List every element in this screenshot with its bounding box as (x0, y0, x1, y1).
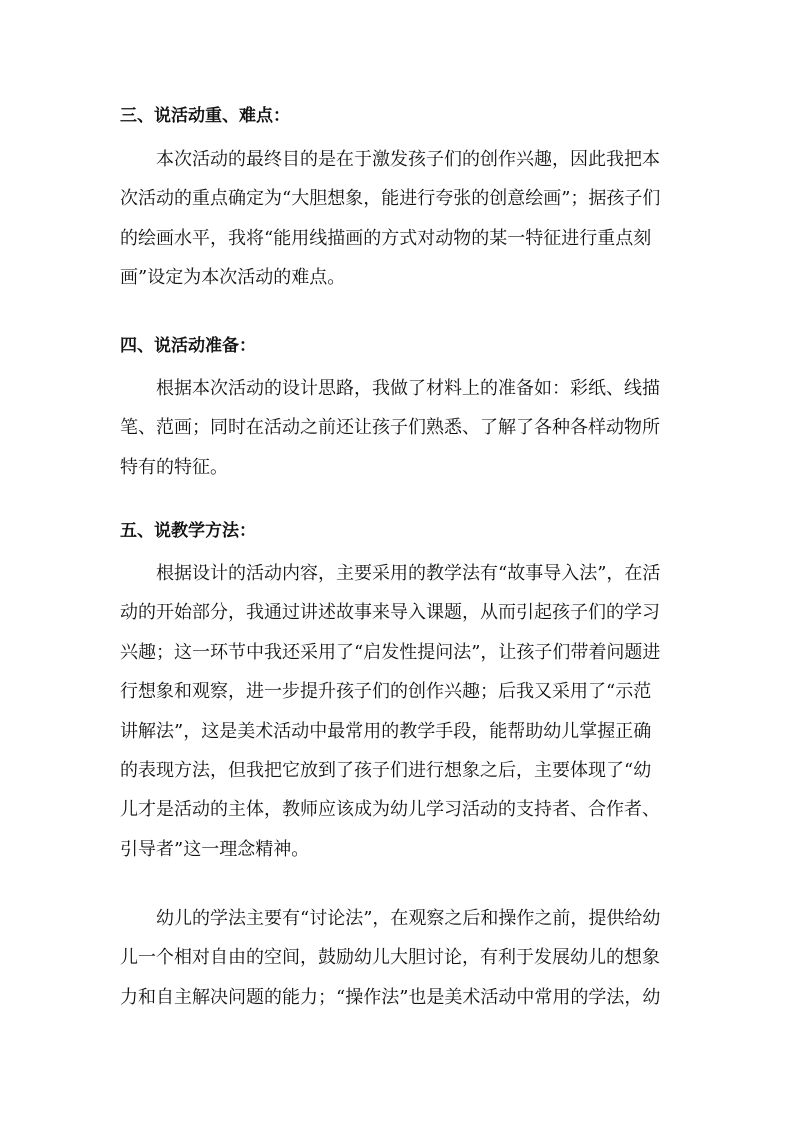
paragraph-line: 力和自主解决问题的能力；“操作法”也是美术活动中常用的学法，幼 (120, 986, 661, 1008)
paragraph-line: 特有的特征。 (120, 456, 228, 478)
paragraph-line: 兴趣；这一环节中我还采用了“启发性提问法”，让孩子们带着问题进 (120, 641, 661, 663)
paragraph-line: 画”设定为本次活动的难点。 (120, 267, 346, 289)
paragraph-line: 的绘画水平，我将“能用线描画的方式对动物的某一特征进行重点刻 (120, 227, 652, 249)
section-heading-3: 三、说活动重、难点： (120, 106, 290, 126)
paragraph-line: 引导者”这一理念精神。 (120, 838, 310, 860)
paragraph-line: 儿一个相对自由的空间，鼓励幼儿大胆讨论，有利于发展幼儿的想象 (120, 947, 660, 969)
paragraph-line: 行想象和观察，进一步提升孩子们的创作兴趣；后我又采用了“示范 (120, 681, 652, 703)
paragraph-line: 根据设计的活动内容，主要采用的教学法有“故事导入法”，在活 (156, 563, 661, 584)
paragraph-line: 动的开始部分，我通过讲述故事来导入课题，从而引起孩子们的学习 (120, 602, 660, 624)
section-heading-5: 五、说教学方法： (120, 521, 256, 541)
section-4-paragraph (120, 369, 680, 487)
paragraph-line: 本次活动的最终目的是在于激发孩子们的创作兴趣，因此我把本 (156, 149, 660, 170)
paragraph-line: 根据本次活动的设计思路，我做了材料上的准备如：彩纸、线描 (156, 378, 660, 399)
paragraph-line: 幼儿的学法主要有“讨论法”，在观察之后和操作之前，提供给幼 (156, 908, 661, 929)
paragraph-line: 儿才是活动的主体，教师应该成为幼儿学习活动的支持者、合作者、 (120, 799, 660, 821)
paragraph-line: 讲解法”，这是美术活动中最常用的教学手段，能帮助幼儿掌握正确 (120, 720, 652, 742)
section-3-paragraph (120, 140, 680, 298)
paragraph-line: 的表现方法，但我把它放到了孩子们进行想象之后，主要体现了“幼 (120, 759, 652, 781)
learning-methods-paragraph (120, 899, 680, 1017)
paragraph-line: 笔、范画；同时在活动之前还让孩子们熟悉、了解了各种各样动物所 (120, 417, 660, 439)
paragraph-line: 次活动的重点确定为“大胆想象，能进行夸张的创意绘画”；据孩子们 (120, 188, 661, 210)
section-5-paragraph (120, 554, 680, 869)
section-heading-4: 四、说活动准备： (120, 336, 256, 356)
